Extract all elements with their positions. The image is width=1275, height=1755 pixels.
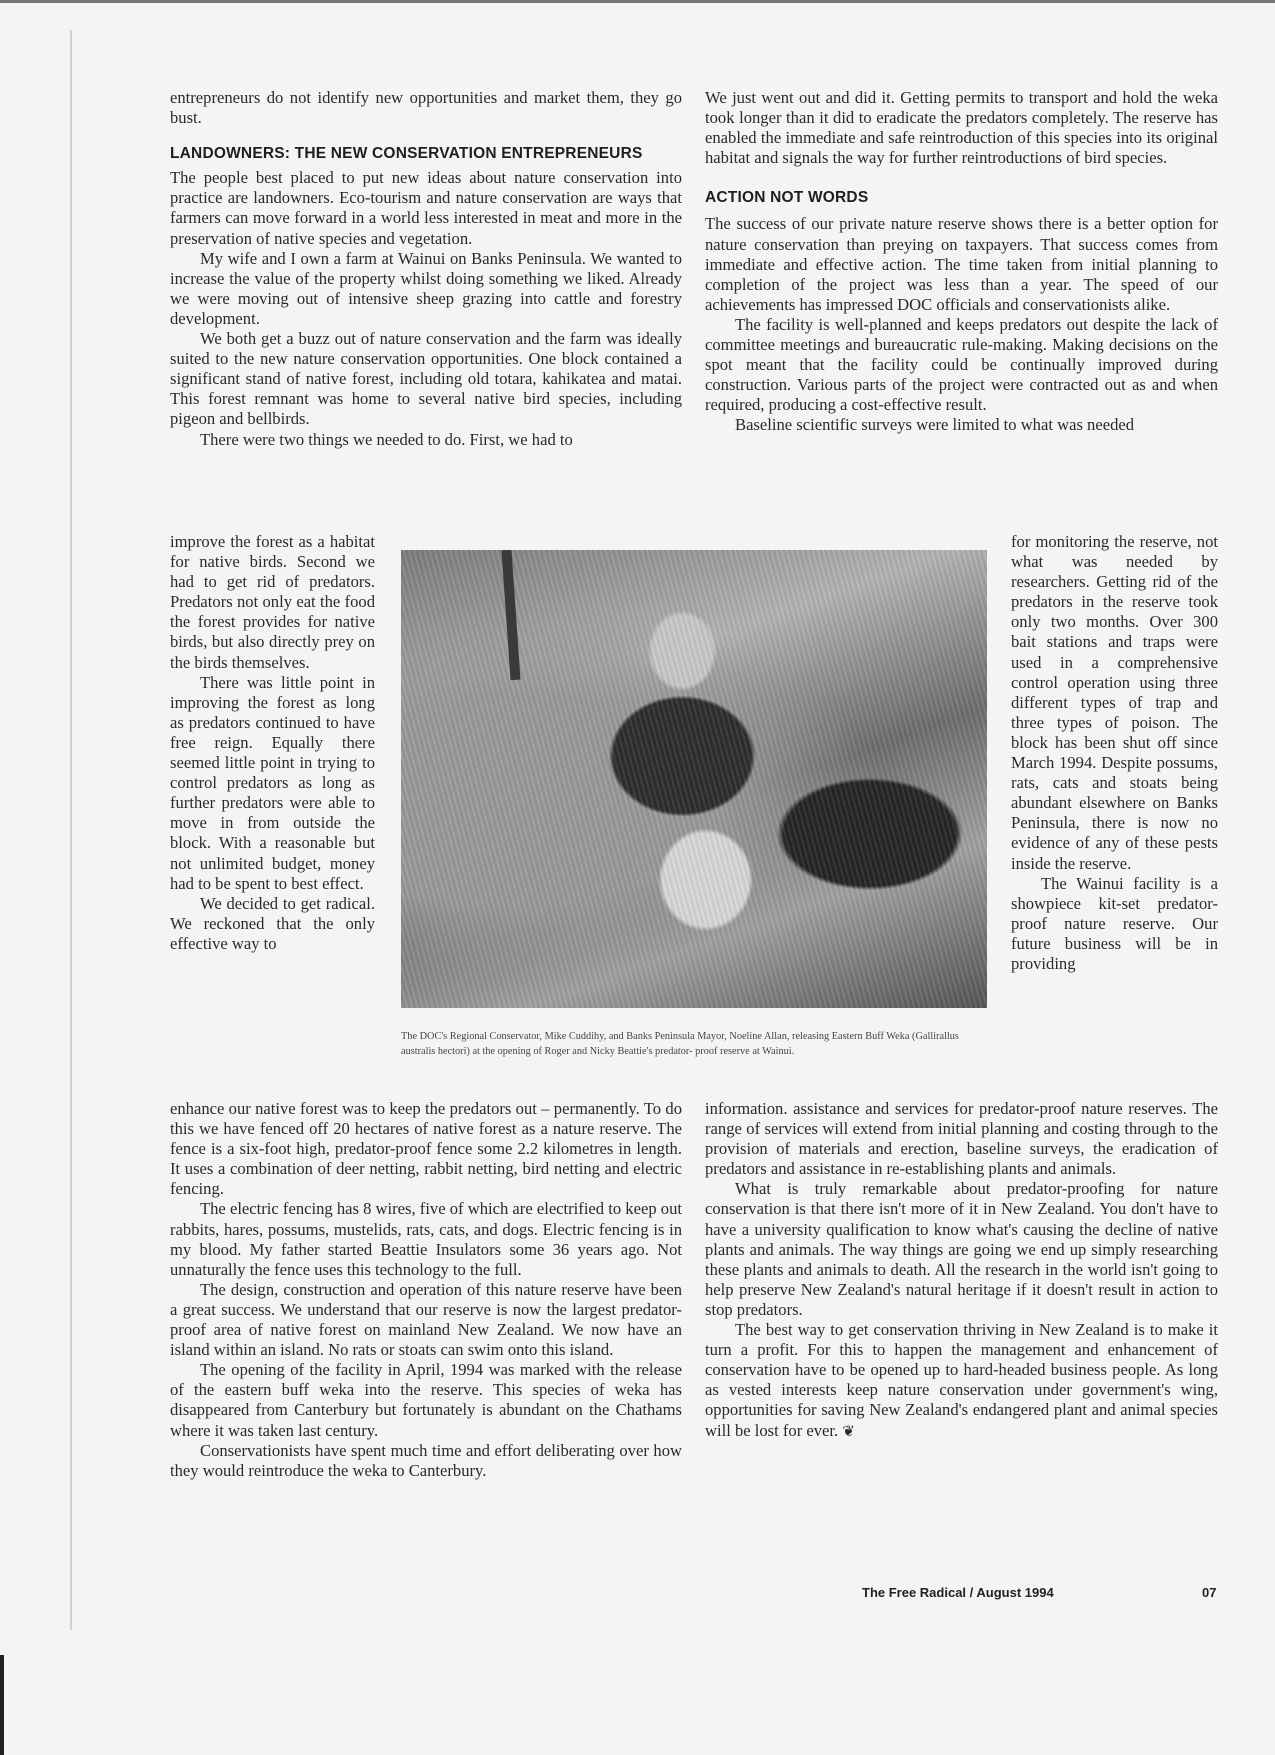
paragraph: Conservationists have spent much time and effort deliberating over how they would reintroduce the weka to Canterbury. (170, 1440, 682, 1480)
paragraph: Baseline scientific surveys were limited to what was needed (735, 415, 1135, 435)
paragraph: There was little point in improving the forest as long as predators continued to have free reign. Equally there seemed little point in trying to control predators as long as further predators were able to move in from outside the block. With a reasonable but not unlimited budget, money had to be spent to best effect. (170, 672, 375, 893)
right-column-top (705, 88, 1218, 436)
paragraph: The success of our private nature reserve shows there is a better option for nature conservation than preying on taxpayers. That success comes from immediate and effective action. The time taken from initial planning to completion of the project was less than a year. The speed of our achievements has impressed DOC officials and conservationists alike. (705, 214, 1218, 314)
paragraph: The electric fencing has 8 wires, five of which are electrified to keep out rabbits, hares, possums, mustelids, rats, cats, and dogs. Electric fencing is in my blood. My father started Beattie Insulators some 36 years ago. Not unnaturally the fence uses this technology to the full. (170, 1199, 682, 1279)
footer-publication: The Free Radical / August 1994 (862, 1585, 1054, 1600)
paragraph: enhance our native forest was to keep the predators out – permanently. To do this we have fenced off 20 hectares of native forest as a nature reserve. The fence is a six-foot high, predator-proof fence some 2.2 kilometres in length. It uses a combination of deer netting, rabbit netting, bird netting and electric fencing. (170, 1099, 682, 1199)
left-column-narrow (170, 532, 375, 954)
scan-edge (70, 30, 72, 1630)
right-column-narrow (1011, 532, 1218, 974)
paragraph: The facility is well-planned and keeps predators out despite the lack of committee meetings and bureaucratic rule-making. Making decisions on the spot meant that the facility could be continually improved during construction. Various parts of the project were contracted out as and when required, producing a cost-effective result. (705, 314, 1218, 415)
left-column-top (170, 88, 682, 450)
paragraph: The design, construction and operation of this nature reserve have been a great success. We understand that our reserve is now the largest predator-proof area of native forest on mainland New Zealand. We now have an island within an island. No rats or stoats can swim onto this island. (170, 1279, 682, 1360)
paragraph (705, 1320, 1218, 1442)
photo-caption: The DOC's Regional Conservator, Mike Cuddihy, and Banks Peninsula Mayor, Noeline Allan, releasing Eastern Buff Weka (Gallirallus australis hectori) at the opening of Roger and Nicky Beattie's predator- proof reserve at Wainui. (401, 1031, 959, 1057)
footer-page-number: 07 (1202, 1585, 1217, 1600)
paragraph: There were two things we needed to do. First, we had to (200, 429, 573, 449)
paragraph: for monitoring the reserve, not what was needed by researchers. Getting rid of the predators in the reserve took only two months. Over 300 bait stations and traps were used in a comprehensive control operation using three different types of trap and three types of poison. The block has been shut off since March 1994. Despite possums, rats, cats and stoats being abundant elsewhere on Banks Peninsula, there is now no evidence of any of these pests inside the reserve. (1011, 532, 1218, 873)
paragraph: The opening of the facility in April, 1994 was marked with the release of the eastern buff weka into the reserve. This species of weka has disappeared from Canterbury but fortunately is abundant on the Chathams where it was taken last century. (170, 1360, 682, 1440)
top-rule (0, 0, 1275, 3)
section-heading-action: ACTION NOT WORDS (705, 189, 869, 207)
paragraph: information. assistance and services for predator-proof nature reserves. The range of services will extend from initial planning and costing through to the provision of materials and erection, baseline surveys, the eradication of predators and assistance in re-establishing plants and animals. (705, 1099, 1218, 1179)
paragraph: We just went out and did it. Getting permits to transport and hold the weka took longer than it did to eradicate the predators completely. The reserve has enabled the immediate and safe reintroduction of this species into its original habitat and signals the way for further reintroductions of bird species. (705, 88, 1218, 168)
paragraph: My wife and I own a farm at Wainui on Banks Peninsula. We wanted to increase the value of the property whilst doing something we liked. Already we were moving out of intensive sheep grazing into cattle and forestry development. (170, 248, 682, 328)
scan-edge-dark (0, 1655, 4, 1755)
paragraph: improve the forest as a habitat for native birds. Second we had to get rid of predators. Predators not only eat the food the forest provides for native birds, but also directly prey on the birds themselves. (170, 532, 375, 672)
section-heading-landowners: LANDOWNERS: THE NEW CONSERVATION ENTREPRENEURS (170, 145, 643, 163)
paragraph: The Wainui facility is a showpiece kit-set predator-proof nature reserve. Our future business will be in providing (1011, 873, 1218, 973)
left-column-bottom (170, 1099, 682, 1481)
paragraph: entrepreneurs do not identify new opportunities and market them, they go bust. (170, 88, 682, 128)
paragraph: We both get a buzz out of nature conservation and the farm was ideally suited to the new nature conservation opportunities. One block contained a significant stand of native forest, including old totara, kahikatea and matai. This forest remnant was home to several native bird species, including pigeon and bellbirds. (170, 329, 682, 429)
right-column-bottom (705, 1099, 1218, 1442)
paragraph-text: The best way to get conservation thriving in New Zealand is to make it turn a profit. For this to happen the management and enhancement of conservation have to be opened up to hard-headed business people. As long as vested interests keep nature conservation under government's wing, opportunities for saving New Zealand's endangered plant and animal species will be lost for ever. (705, 1320, 1218, 1440)
article-photo (401, 550, 987, 1008)
paragraph: The people best placed to put new ideas about nature conservation into practice are landowners. Eco-tourism and nature conservation are ways that farmers can move forward in a world less interested in meat and more in the preservation of native species and vegetation. (170, 168, 682, 248)
paragraph: What is truly remarkable about predator-proofing for nature conservation is that there isn't more of it in New Zealand. You don't have to have a university qualification to know what's causing the decline of native plants and animals. The way things are going we end up simply researching these plants and animals to death. All the research in the world isn't going to help preserve New Zealand's natural heritage if it doesn't result in action to stop predators. (705, 1179, 1218, 1319)
photo-texture (401, 550, 987, 1008)
paragraph: We decided to get radical. We reckoned that the only effective way to (170, 893, 375, 953)
end-mark-icon: ❦ (842, 1423, 855, 1440)
